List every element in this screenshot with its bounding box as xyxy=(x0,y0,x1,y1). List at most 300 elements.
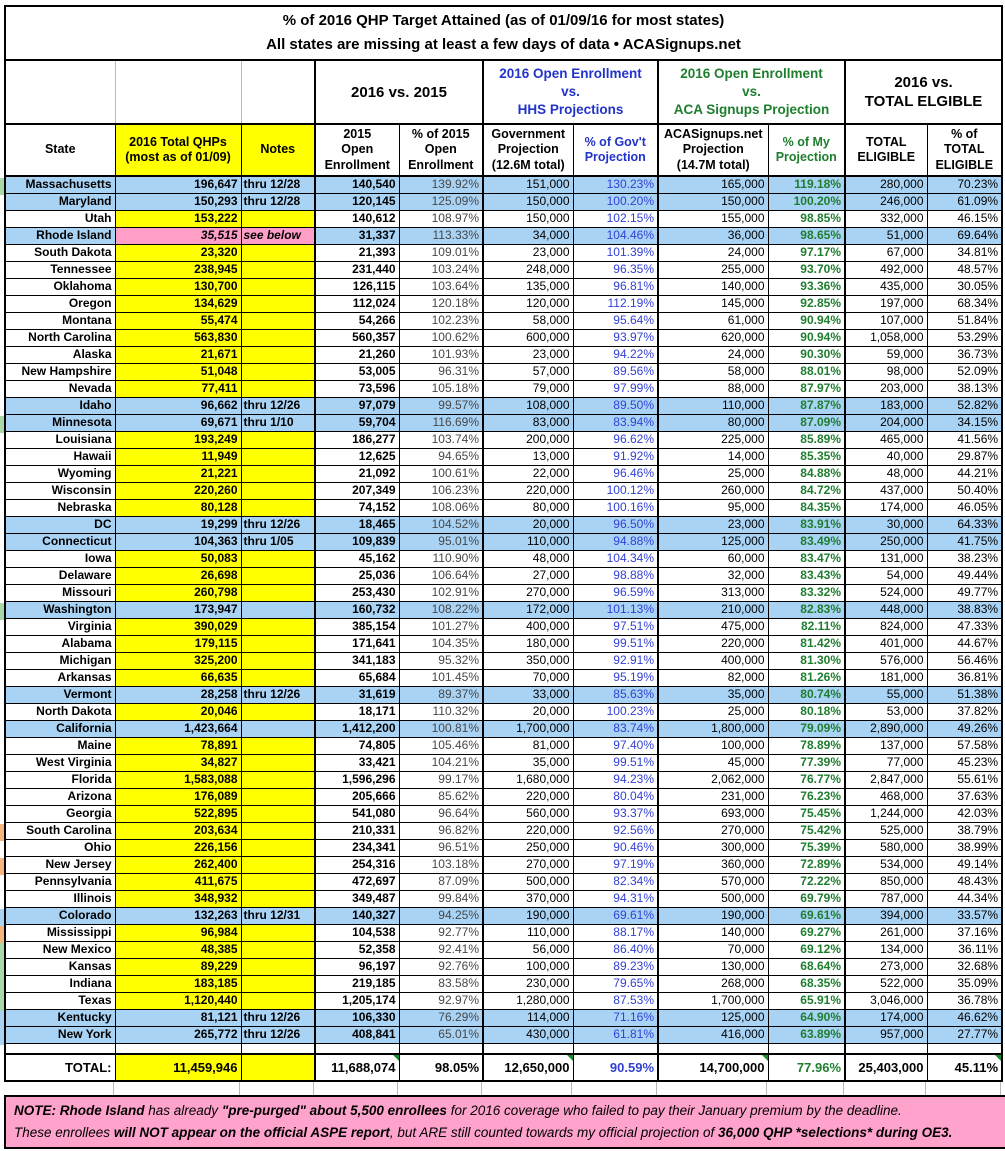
cell-gov-projection: 500,000 xyxy=(483,873,573,890)
cell-state: Illinois xyxy=(5,890,115,907)
group-spacer-1 xyxy=(5,60,115,124)
cell-aca-projection: 270,000 xyxy=(658,822,768,839)
cell-pct-eligible: 38.99% xyxy=(927,839,1002,856)
cell-pct-2015: 104.52% xyxy=(399,516,483,533)
cell-pct-2015: 76.29% xyxy=(399,1009,483,1026)
cell-2016-qhps: 1,583,088 xyxy=(115,771,241,788)
table-row-colorado xyxy=(5,907,1002,924)
cell-pct-eligible: 49.14% xyxy=(927,856,1002,873)
table-row-iowa xyxy=(5,550,1002,567)
cell-total-eligible: 824,000 xyxy=(845,618,927,635)
cell-pct-2015: 116.69% xyxy=(399,414,483,431)
cell-total-eligible: 250,000 xyxy=(845,533,927,550)
table-row-new-jersey xyxy=(5,856,1002,873)
cell-2015-oe: 59,704 xyxy=(315,414,399,431)
cell-aca-projection: 14,000 xyxy=(658,448,768,465)
cell-gov-projection: 370,000 xyxy=(483,890,573,907)
cell-pct-eligible: 37.82% xyxy=(927,703,1002,720)
cell-note xyxy=(241,601,315,618)
cell-aca-projection: 80,000 xyxy=(658,414,768,431)
cell-gov-projection: 270,000 xyxy=(483,856,573,873)
cell-aca-projection: 24,000 xyxy=(658,244,768,261)
cell-pct-my: 83.32% xyxy=(768,584,845,601)
gridline-cell xyxy=(657,1082,767,1095)
cell-pct-my: 82.83% xyxy=(768,601,845,618)
cell-aca-projection: 125,000 xyxy=(658,533,768,550)
table-row-maine xyxy=(5,737,1002,754)
comment-marker-icon xyxy=(393,1055,399,1061)
total-cell-note xyxy=(241,1054,315,1081)
cell-gov-projection: 79,000 xyxy=(483,380,573,397)
table-row-michigan xyxy=(5,652,1002,669)
cell-state: California xyxy=(5,720,115,737)
group-label: 2016 Open Enrollment xyxy=(680,66,823,81)
table-row-virginia xyxy=(5,618,1002,635)
cell-2015-oe: 140,540 xyxy=(315,176,399,193)
cell-note xyxy=(241,346,315,363)
cell-pct-my: 93.70% xyxy=(768,261,845,278)
empty-cell xyxy=(115,1043,241,1054)
cell-state: Wisconsin xyxy=(5,482,115,499)
cell-pct-my: 92.85% xyxy=(768,295,845,312)
cell-state: Massachusetts xyxy=(5,176,115,193)
cell-pct-my: 78.89% xyxy=(768,737,845,754)
cell-pct-eligible: 64.33% xyxy=(927,516,1002,533)
cell-gov-projection: 600,000 xyxy=(483,329,573,346)
cell-pct-2015: 96.51% xyxy=(399,839,483,856)
cell-2016-qhps: 89,229 xyxy=(115,958,241,975)
cell-pct-eligible: 51.38% xyxy=(927,686,1002,703)
cell-gov-projection: 110,000 xyxy=(483,533,573,550)
cell-note: thru 1/05 xyxy=(241,533,315,550)
cell-total-eligible: 394,000 xyxy=(845,907,927,924)
cell-gov-projection: 48,000 xyxy=(483,550,573,567)
cell-note xyxy=(241,210,315,227)
cell-2016-qhps: 203,634 xyxy=(115,822,241,839)
cell-pct-my: 69.27% xyxy=(768,924,845,941)
cell-2015-oe: 18,171 xyxy=(315,703,399,720)
cell-2016-qhps: 238,945 xyxy=(115,261,241,278)
table-row-texas xyxy=(5,992,1002,1009)
cell-aca-projection: 32,000 xyxy=(658,567,768,584)
table-row-oklahoma xyxy=(5,278,1002,295)
cell-2016-qhps: 96,984 xyxy=(115,924,241,941)
enrollment-table-sheet xyxy=(4,5,1003,1082)
col-header-state xyxy=(5,124,115,176)
cell-pct-eligible: 56.46% xyxy=(927,652,1002,669)
cell-pct-gov: 100.23% xyxy=(573,703,658,720)
table-row-nebraska xyxy=(5,499,1002,516)
table-row-hawaii xyxy=(5,448,1002,465)
table-row-oregon xyxy=(5,295,1002,312)
cell-note xyxy=(241,652,315,669)
cell-pct-eligible: 52.09% xyxy=(927,363,1002,380)
cell-2016-qhps: 51,048 xyxy=(115,363,241,380)
cell-aca-projection: 400,000 xyxy=(658,652,768,669)
cell-note xyxy=(241,618,315,635)
cell-2016-qhps: 34,827 xyxy=(115,754,241,771)
cell-total-eligible: 134,000 xyxy=(845,941,927,958)
cell-pct-gov: 61.81% xyxy=(573,1026,658,1043)
cell-note: thru 12/26 xyxy=(241,1009,315,1026)
cell-2016-qhps: 150,293 xyxy=(115,193,241,210)
cell-total-eligible: 3,046,000 xyxy=(845,992,927,1009)
cell-pct-2015: 100.81% xyxy=(399,720,483,737)
cell-pct-gov: 130.23% xyxy=(573,176,658,193)
cell-pct-gov: 91.92% xyxy=(573,448,658,465)
cell-state: South Carolina xyxy=(5,822,115,839)
cell-2015-oe: 385,154 xyxy=(315,618,399,635)
gridline-cell xyxy=(398,1082,482,1095)
empty-cell xyxy=(315,1043,399,1054)
cell-2015-oe: 31,619 xyxy=(315,686,399,703)
cell-2016-qhps: 55,474 xyxy=(115,312,241,329)
cell-pct-gov: 89.23% xyxy=(573,958,658,975)
cell-gov-projection: 83,000 xyxy=(483,414,573,431)
empty-row xyxy=(5,1043,1002,1054)
gridline-cell xyxy=(482,1082,572,1095)
cell-state: Kentucky xyxy=(5,1009,115,1026)
cell-2015-oe: 21,393 xyxy=(315,244,399,261)
cell-state: Maryland xyxy=(5,193,115,210)
cell-pct-my: 63.89% xyxy=(768,1026,845,1043)
table-row-minnesota xyxy=(5,414,1002,431)
cell-note xyxy=(241,329,315,346)
cell-gov-projection: 172,000 xyxy=(483,601,573,618)
cell-2016-qhps: 130,700 xyxy=(115,278,241,295)
cell-gov-projection: 250,000 xyxy=(483,839,573,856)
col-header-line: ACASignups.net xyxy=(663,126,763,141)
cell-pct-eligible: 44.67% xyxy=(927,635,1002,652)
cell-2016-qhps: 173,947 xyxy=(115,601,241,618)
cell-pct-gov: 79.65% xyxy=(573,975,658,992)
comment-marker-icon xyxy=(762,1055,768,1061)
table-row-wisconsin xyxy=(5,482,1002,499)
cell-2016-qhps: 265,772 xyxy=(115,1026,241,1043)
cell-pct-2015: 125.09% xyxy=(399,193,483,210)
cell-pct-my: 68.64% xyxy=(768,958,845,975)
col-header-notes xyxy=(241,124,315,176)
cell-pct-eligible: 35.09% xyxy=(927,975,1002,992)
cell-pct-gov: 94.88% xyxy=(573,533,658,550)
cell-gov-projection: 70,000 xyxy=(483,669,573,686)
cell-total-eligible: 437,000 xyxy=(845,482,927,499)
cell-2016-qhps: 50,083 xyxy=(115,550,241,567)
cell-pct-eligible: 46.05% xyxy=(927,499,1002,516)
cell-state: Rhode Island xyxy=(5,227,115,244)
cell-state: Oklahoma xyxy=(5,278,115,295)
cell-2015-oe: 52,358 xyxy=(315,941,399,958)
footnote-segment: These enrollees xyxy=(14,1125,114,1140)
table-row-tennessee xyxy=(5,261,1002,278)
cell-2016-qhps: 179,115 xyxy=(115,635,241,652)
cell-total-eligible: 525,000 xyxy=(845,822,927,839)
cell-aca-projection: 150,000 xyxy=(658,193,768,210)
cell-total-eligible: 580,000 xyxy=(845,839,927,856)
cell-pct-eligible: 37.16% xyxy=(927,924,1002,941)
footnote-bold-segment: will NOT appear on the official ASPE report xyxy=(113,1125,390,1140)
table-row-georgia xyxy=(5,805,1002,822)
cell-pct-eligible: 29.87% xyxy=(927,448,1002,465)
cell-2016-qhps: 48,385 xyxy=(115,941,241,958)
cell-pct-2015: 108.06% xyxy=(399,499,483,516)
cell-2015-oe: 341,183 xyxy=(315,652,399,669)
cell-aca-projection: 300,000 xyxy=(658,839,768,856)
cell-state: Louisiana xyxy=(5,431,115,448)
empty-cell xyxy=(845,1043,927,1054)
cell-gov-projection: 400,000 xyxy=(483,618,573,635)
cell-total-eligible: 181,000 xyxy=(845,669,927,686)
table-row-north-carolina xyxy=(5,329,1002,346)
cell-2016-qhps: 176,089 xyxy=(115,788,241,805)
cell-aca-projection: 95,000 xyxy=(658,499,768,516)
cell-pct-my: 85.35% xyxy=(768,448,845,465)
cell-gov-projection: 57,000 xyxy=(483,363,573,380)
cell-note xyxy=(241,295,315,312)
col-header-of-total-eligible xyxy=(927,124,1002,176)
cell-state: Maine xyxy=(5,737,115,754)
cell-2016-qhps: 35,515 xyxy=(115,227,241,244)
cell-state: Vermont xyxy=(5,686,115,703)
cell-note xyxy=(241,278,315,295)
cell-pct-gov: 99.51% xyxy=(573,754,658,771)
cell-pct-eligible: 51.84% xyxy=(927,312,1002,329)
cell-state: New Jersey xyxy=(5,856,115,873)
cell-pct-2015: 96.64% xyxy=(399,805,483,822)
cell-pct-2015: 110.90% xyxy=(399,550,483,567)
col-header-line: 2015 xyxy=(343,126,372,141)
col-header-line: Government xyxy=(491,126,566,141)
cell-2016-qhps: 563,830 xyxy=(115,329,241,346)
cell-pct-my: 88.01% xyxy=(768,363,845,380)
table-row-mississippi xyxy=(5,924,1002,941)
cell-2016-qhps: 153,222 xyxy=(115,210,241,227)
cell-note xyxy=(241,261,315,278)
cell-pct-my: 97.17% xyxy=(768,244,845,261)
total-cell-2015-oe: 11,688,074 xyxy=(315,1054,399,1081)
col-header-line: (14.7M total) xyxy=(676,157,750,172)
group-label: ACA Signups Projection xyxy=(673,102,830,117)
cell-note: thru 12/26 xyxy=(241,397,315,414)
cell-note xyxy=(241,448,315,465)
group-spacer-2 xyxy=(115,60,241,124)
cell-pct-eligible: 34.81% xyxy=(927,244,1002,261)
cell-2015-oe: 18,465 xyxy=(315,516,399,533)
cell-pct-my: 81.26% xyxy=(768,669,845,686)
cell-pct-gov: 101.13% xyxy=(573,601,658,618)
cell-gov-projection: 350,000 xyxy=(483,652,573,669)
table-row-west-virginia xyxy=(5,754,1002,771)
cell-pct-eligible: 70.23% xyxy=(927,176,1002,193)
cell-pct-eligible: 61.09% xyxy=(927,193,1002,210)
col-header-of-gov-t-projection xyxy=(573,124,658,176)
cell-pct-eligible: 36.73% xyxy=(927,346,1002,363)
cell-state: Mississippi xyxy=(5,924,115,941)
cell-pct-eligible: 32.68% xyxy=(927,958,1002,975)
cell-aca-projection: 25,000 xyxy=(658,703,768,720)
col-header-line: Notes xyxy=(260,142,296,157)
cell-pct-2015: 92.76% xyxy=(399,958,483,975)
cell-aca-projection: 24,000 xyxy=(658,346,768,363)
table-row-wyoming xyxy=(5,465,1002,482)
cell-aca-projection: 130,000 xyxy=(658,958,768,975)
cell-pct-my: 90.94% xyxy=(768,329,845,346)
cell-total-eligible: 246,000 xyxy=(845,193,927,210)
cell-2016-qhps: 1,423,664 xyxy=(115,720,241,737)
cell-2015-oe: 219,185 xyxy=(315,975,399,992)
gridline-cell xyxy=(844,1082,926,1095)
cell-note: thru 12/31 xyxy=(241,907,315,924)
cell-note xyxy=(241,992,315,1009)
cell-pct-2015: 103.64% xyxy=(399,278,483,295)
cell-2016-qhps: 28,258 xyxy=(115,686,241,703)
cell-note xyxy=(241,771,315,788)
cell-aca-projection: 165,000 xyxy=(658,176,768,193)
cell-pct-gov: 87.53% xyxy=(573,992,658,1009)
cell-2015-oe: 140,612 xyxy=(315,210,399,227)
table-row-california xyxy=(5,720,1002,737)
cell-total-eligible: 1,058,000 xyxy=(845,329,927,346)
cell-note xyxy=(241,958,315,975)
total-cell-2016-qhps: 11,459,946 xyxy=(115,1054,241,1081)
cell-pct-2015: 99.17% xyxy=(399,771,483,788)
table-row-arkansas xyxy=(5,669,1002,686)
cell-pct-eligible: 46.62% xyxy=(927,1009,1002,1026)
col-header-of-my-projection xyxy=(768,124,845,176)
gridline-cell xyxy=(926,1082,1001,1095)
col-header-line: Projection xyxy=(775,150,837,164)
cell-pct-eligible: 34.15% xyxy=(927,414,1002,431)
col-header-line: % of Gov't xyxy=(584,134,646,149)
cell-total-eligible: 524,000 xyxy=(845,584,927,601)
cell-2015-oe: 126,115 xyxy=(315,278,399,295)
cell-note xyxy=(241,856,315,873)
cell-pct-gov: 112.19% xyxy=(573,295,658,312)
cell-2015-oe: 21,092 xyxy=(315,465,399,482)
title-line-1: % of 2016 QHP Target Attained (as of 01/09/16 for most states) xyxy=(282,12,725,29)
cell-state: Idaho xyxy=(5,397,115,414)
cell-2015-oe: 74,805 xyxy=(315,737,399,754)
cell-pct-gov: 96.46% xyxy=(573,465,658,482)
cell-pct-my: 65.91% xyxy=(768,992,845,1009)
cell-state: Utah xyxy=(5,210,115,227)
cell-pct-my: 83.47% xyxy=(768,550,845,567)
cell-pct-gov: 104.34% xyxy=(573,550,658,567)
table-row-new-mexico xyxy=(5,941,1002,958)
cell-2016-qhps: 220,260 xyxy=(115,482,241,499)
cell-2016-qhps: 80,128 xyxy=(115,499,241,516)
cell-total-eligible: 197,000 xyxy=(845,295,927,312)
cell-total-eligible: 957,000 xyxy=(845,1026,927,1043)
cell-pct-gov: 94.22% xyxy=(573,346,658,363)
cell-2015-oe: 104,538 xyxy=(315,924,399,941)
cell-aca-projection: 190,000 xyxy=(658,907,768,924)
cell-pct-gov: 83.74% xyxy=(573,720,658,737)
cell-pct-2015: 113.33% xyxy=(399,227,483,244)
cell-pct-my: 77.39% xyxy=(768,754,845,771)
cell-pct-my: 100.20% xyxy=(768,193,845,210)
cell-2015-oe: 54,266 xyxy=(315,312,399,329)
cell-2016-qhps: 134,629 xyxy=(115,295,241,312)
cell-pct-my: 81.30% xyxy=(768,652,845,669)
cell-pct-2015: 95.32% xyxy=(399,652,483,669)
cell-note xyxy=(241,669,315,686)
cell-2015-oe: 207,349 xyxy=(315,482,399,499)
cell-2015-oe: 408,841 xyxy=(315,1026,399,1043)
cell-aca-projection: 693,000 xyxy=(658,805,768,822)
cell-aca-projection: 260,000 xyxy=(658,482,768,499)
col-header-line: ELIGIBLE xyxy=(857,150,916,164)
cell-aca-projection: 210,000 xyxy=(658,601,768,618)
cell-total-eligible: 534,000 xyxy=(845,856,927,873)
group-header-2016-vs-2015 xyxy=(315,60,483,124)
cell-note: thru 12/28 xyxy=(241,176,315,193)
table-row-idaho xyxy=(5,397,1002,414)
cell-aca-projection: 88,000 xyxy=(658,380,768,397)
table-row-arizona xyxy=(5,788,1002,805)
cell-state: Oregon xyxy=(5,295,115,312)
cell-aca-projection: 140,000 xyxy=(658,924,768,941)
cell-total-eligible: 131,000 xyxy=(845,550,927,567)
cell-pct-gov: 80.04% xyxy=(573,788,658,805)
cell-pct-gov: 97.99% xyxy=(573,380,658,397)
cell-2015-oe: 560,357 xyxy=(315,329,399,346)
table-row-kansas xyxy=(5,958,1002,975)
cell-state: Pennsylvania xyxy=(5,873,115,890)
cell-state: Missouri xyxy=(5,584,115,601)
cell-state: Indiana xyxy=(5,975,115,992)
table-row-pennsylvania xyxy=(5,873,1002,890)
empty-cell xyxy=(573,1043,658,1054)
cell-pct-gov: 96.59% xyxy=(573,584,658,601)
cell-total-eligible: 54,000 xyxy=(845,567,927,584)
cell-note xyxy=(241,703,315,720)
cell-gov-projection: 180,000 xyxy=(483,635,573,652)
cell-total-eligible: 2,890,000 xyxy=(845,720,927,737)
cell-pct-eligible: 38.79% xyxy=(927,822,1002,839)
cell-pct-2015: 92.97% xyxy=(399,992,483,1009)
cell-pct-gov: 96.62% xyxy=(573,431,658,448)
cell-aca-projection: 231,000 xyxy=(658,788,768,805)
cell-gov-projection: 80,000 xyxy=(483,499,573,516)
cell-pct-eligible: 53.29% xyxy=(927,329,1002,346)
cell-total-eligible: 30,000 xyxy=(845,516,927,533)
gridline-cell xyxy=(114,1082,240,1095)
table-row-louisiana xyxy=(5,431,1002,448)
cell-pct-my: 84.88% xyxy=(768,465,845,482)
cell-state: North Dakota xyxy=(5,703,115,720)
table-row-south-carolina xyxy=(5,822,1002,839)
cell-total-eligible: 261,000 xyxy=(845,924,927,941)
cell-pct-my: 98.85% xyxy=(768,210,845,227)
gridline-cell xyxy=(240,1082,314,1095)
cell-state: Nebraska xyxy=(5,499,115,516)
footnote-line-2 xyxy=(14,1122,1005,1144)
cell-gov-projection: 23,000 xyxy=(483,346,573,363)
cell-aca-projection: 268,000 xyxy=(658,975,768,992)
cell-pct-2015: 95.01% xyxy=(399,533,483,550)
cell-pct-my: 80.74% xyxy=(768,686,845,703)
cell-aca-projection: 255,000 xyxy=(658,261,768,278)
table-row-utah xyxy=(5,210,1002,227)
cell-2016-qhps: 522,895 xyxy=(115,805,241,822)
table-row-washington xyxy=(5,601,1002,618)
cell-pct-gov: 85.63% xyxy=(573,686,658,703)
cell-state: Wyoming xyxy=(5,465,115,482)
cell-pct-2015: 94.65% xyxy=(399,448,483,465)
cell-pct-my: 69.61% xyxy=(768,907,845,924)
cell-pct-gov: 100.12% xyxy=(573,482,658,499)
